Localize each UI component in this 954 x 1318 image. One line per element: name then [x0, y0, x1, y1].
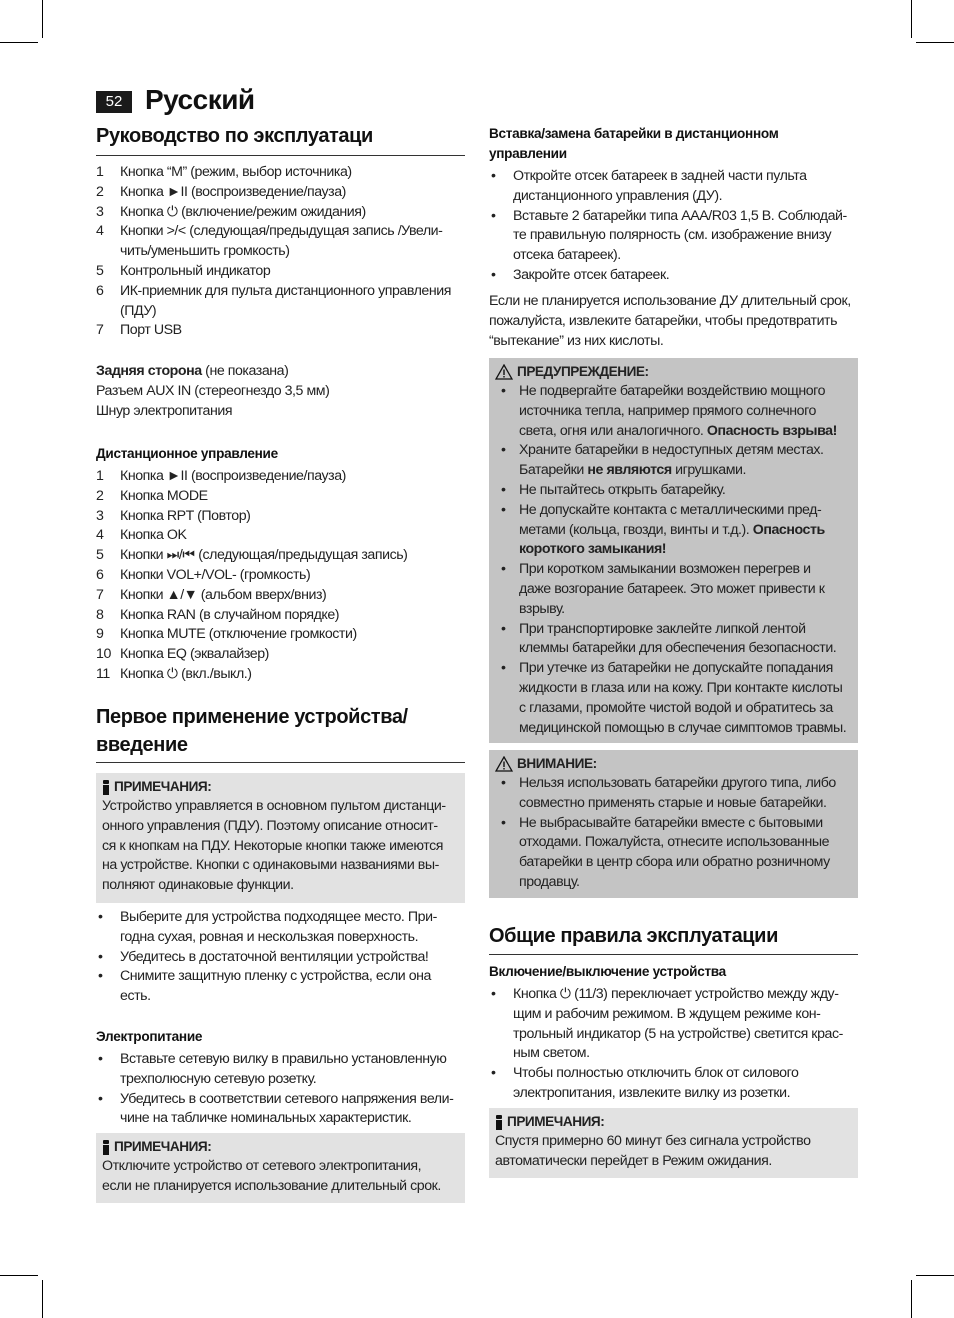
list-item: 1 Кнопка “M” (режим, выбор источника) — [96, 164, 352, 180]
list-item: • Не допускайте контакта с металлическими пред- метами (кольца, гвозди, винты и т.д.). Опасность короткого замыкания! — [501, 501, 825, 558]
onoff-title: Включение/выключение устройства — [489, 964, 726, 979]
onoff-bullets — [489, 985, 858, 1104]
list-item: • Убедитесь в достаточной вентиляции устройства! — [98, 948, 429, 965]
list-item: 6 Кнопки VOL+/VOL- (громкость) — [96, 566, 311, 583]
list-item: 3 Кнопка ⏻ (включение/режим ожидания) — [96, 203, 366, 220]
remote-title: Дистанционное управление — [96, 446, 278, 461]
list-item: 3 Кнопка RPT (Повтор) — [96, 507, 251, 524]
language-title: Русский — [145, 84, 255, 115]
list-item: 7 Порт USB — [96, 322, 182, 339]
list-item: 4 Кнопки >/< (следующая/предыдущая запись /Увели-чить/уменьшить громкость) — [96, 223, 443, 260]
list-item: • Не выбрасывайте батарейки вместе с бытовыми отходами. Пожалуйста, отнесите использованные батарейки в центр сбора или обратно розничному продавцу. — [501, 814, 830, 890]
section-title-first-use: Первое применение устройства/ введение — [96, 703, 465, 763]
list-item: • Храните батарейки в недоступных детям местах. Батарейки не являются игрушками. — [501, 442, 824, 479]
list-item: 2 Кнопка MODE — [96, 487, 208, 504]
attention-box: ВНИМАНИЕ: • Нельзя использовать батарейки другого типа, либо совместно применять старые и новые батарейки. • Не выбрасывайте батарейки вместе с бытовыми отходами. Пожалуйста, отнесите использованные батарейки в центр сбора или обратно розничному продавцу. — [489, 750, 858, 898]
list-item: 9 Кнопка MUTE (отключение громкости) — [96, 626, 357, 643]
back-side-line: Разъем AUX IN (стереогнездо 3,5 мм) — [96, 382, 330, 399]
list-item: • Не подвергайте батарейки воздействию мощного источника тепла, например прямого солнечного света, огня или аналогичного. Опасность взрыва! — [501, 383, 837, 439]
list-item: 10 Кнопка EQ (эквалайзер) — [96, 646, 269, 663]
section-title-manual: Руководство по эксплуатаци — [96, 122, 465, 156]
list-item: • Выберите для устройства подходящее место. При- годна сухая, ровная и нескользкая поверхность. — [98, 909, 437, 945]
info-icon — [495, 1115, 503, 1130]
list-item: • Убедитесь в соответствии сетевого напряжения вели- чине на табличке номинальных характеристик. — [98, 1090, 454, 1127]
list-item: • Не пытайтесь открыть батарейку. — [501, 481, 726, 498]
back-side-line: Шнур электропитания — [96, 402, 233, 419]
crop-mark — [0, 42, 38, 43]
section-title-general: Общие правила эксплуатации — [489, 922, 858, 955]
list-item: 7 Кнопки ▲/▼ (альбом вверх/вниз) — [96, 586, 327, 603]
warning-box: ПРЕДУПРЕЖДЕНИЕ: • Не подвергайте батарейки воздействию мощного источника тепла, например прямого солнечного света, огня или аналогичного. Опасность взрыва! • Храните батарейки в недоступных детям местах. Батарейки не являются игрушками. • Не пытайтесь открыть батарейку. • Не допускайте контакта с металлическими пред- метами (кольца, гвозди, винты и т.д.). Опасность короткого замыкания! • При коротком замыкании возможен перегрев и даже возгорание батареек. Это может привести к взрыву. • При транспортировке заклейте липкой лентой клеммы батарейки для обеспечения безопасности. • При утечке из батарейки не допускайте попадания жидкости в глаза или на кожу. При контакте кислоты с глазами, промойте чистой водой и обратитесь за медицинской помощью в случае симптомов травмы. — [489, 358, 858, 743]
battery-bullets — [489, 167, 858, 286]
back-side-block: Задняя сторона (не показана) Разъем AUX IN (стереогнездо 3,5 мм) Шнур электропитания — [96, 362, 465, 421]
list-item: 8 Кнопка RAN (в случайном порядке) — [96, 606, 340, 623]
crop-mark — [911, 0, 912, 38]
remote-list — [96, 467, 465, 685]
info-icon — [102, 780, 110, 795]
list-item: 6 ИК-приемник для пульта дистанционного управления (ПДУ) — [96, 282, 451, 319]
crop-mark — [916, 1275, 954, 1276]
list-item: 5 Кнопки ⏭/⏮ (следующая/предыдущая запись) — [96, 547, 408, 564]
list-item: • Кнопка ⏻ (11/3) переключает устройство между жду- щим и рабочим режимом. В ждущем режиме кон- трольный индикатор (5 на устройстве) светится крас- ным светом. — [491, 986, 843, 1062]
list-item: 1 Кнопка ►II (воспроизведение/пауза) — [96, 468, 346, 484]
list-item: 4 Кнопка OK — [96, 527, 187, 544]
back-side-title: Задняя сторона — [96, 363, 202, 379]
crop-mark — [42, 0, 43, 38]
list-item: • Закройте отсек батареек. — [491, 266, 670, 283]
crop-mark — [916, 42, 954, 43]
list-item: • Вставьте 2 батарейки типа AAA/R03 1,5 В. Соблюдай- те правильную полярность (см. изображение внизу отсека батареек). — [491, 207, 847, 264]
crop-mark — [0, 1275, 38, 1276]
page-number: 52 — [96, 91, 132, 113]
power-title: Электропитание — [96, 1029, 203, 1044]
list-item: • Нельзя использовать батарейки другого типа, либо совместно применять старые и новые батарейки. — [501, 775, 836, 811]
note-box: ПРИМЕЧАНИЯ: Спустя примерно 60 минут без сигнала устройство автоматически перейдет в Режим ожидания. — [489, 1108, 858, 1178]
device-parts-list — [96, 163, 465, 341]
list-item: 11 Кнопка ⏻ (вкл./выкл.) — [96, 665, 252, 682]
warning-triangle-icon — [495, 364, 513, 380]
note-box: ПРИМЕЧАНИЯ: Устройство управляется в основном пультом дистанци- онного управления (ПДУ). Поэтому описание относит- ся к кнопкам на ПДУ. Некоторые кнопки также имеются на устройстве. Кнопки с одинаковыми названиями вы- полняют одинаковые функции. — [96, 773, 465, 903]
warning-triangle-icon — [495, 756, 513, 772]
list-item: • Откройте отсек батареек в задней части пульта дистанционного управления (ДУ). — [491, 168, 807, 204]
list-item: • При транспортировке заклейте липкой лентой клеммы батарейки для обеспечения безопасности. — [501, 620, 837, 657]
list-item: 2 Кнопка ►II (воспроизведение/пауза) — [96, 183, 346, 200]
setup-bullets — [96, 908, 465, 1007]
crop-mark — [42, 1280, 43, 1318]
battery-paragraph: Если не планируется использование ДУ длительный срок, пожалуйста, извлеките батарейки, чтобы предотвратить “вытекание” из них кислоты. — [489, 293, 851, 349]
list-item: • При утечке из батарейки не допускайте попадания жидкости в глаза или на кожу. При контакте кислоты с глазами, промойте чистой водой и обратитесь за медицинской помощью в случае симптомов травмы. — [501, 660, 847, 736]
info-icon — [102, 1140, 110, 1155]
battery-title: Вставка/замена батарейки в дистанционном управлении — [489, 126, 779, 161]
note-box: ПРИМЕЧАНИЯ: Отключите устройство от сетевого электропитания, если не планируется использование длительный срок. — [96, 1133, 465, 1203]
list-item: 5 Контрольный индикатор — [96, 262, 271, 279]
list-item: • Снимите защитную пленку с устройства, если она есть. — [98, 968, 432, 1005]
list-item: • Вставьте сетевую вилку в правильно установленную трехполюсную сетевую розетку. — [98, 1051, 447, 1087]
list-item: • При коротком замыкании возможен перегрев и даже возгорание батареек. Это может привести к взрыву. — [501, 561, 825, 617]
list-item: • Чтобы полностью отключить блок от силового электропитания, извлеките вилку из розетки. — [491, 1065, 799, 1101]
power-bullets — [96, 1050, 465, 1129]
crop-mark — [911, 1280, 912, 1318]
